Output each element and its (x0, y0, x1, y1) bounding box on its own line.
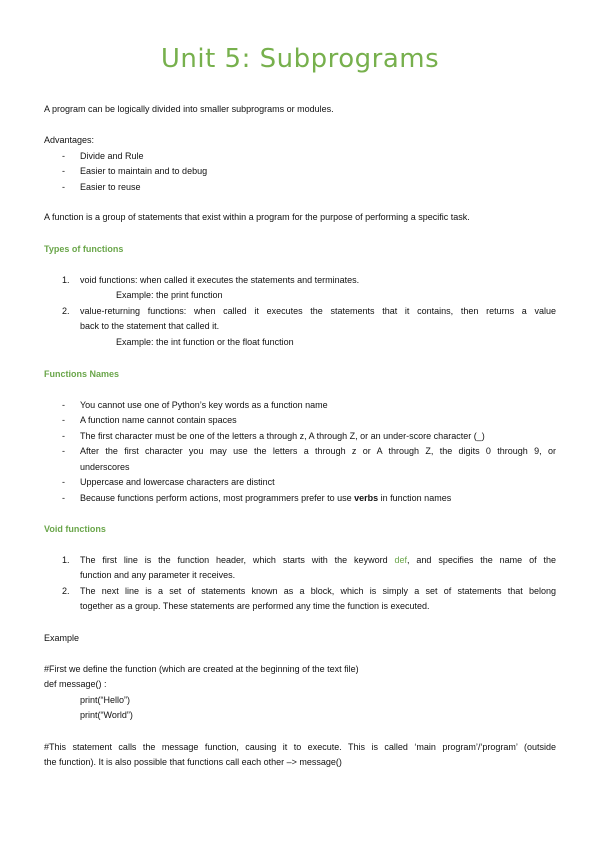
dash-bullet: - (62, 431, 65, 441)
code-comment: #First we define the function (which are created at the beginning of the text file) (44, 664, 359, 674)
intro-text: A program can be logically divided into smaller subprograms or modules. (44, 104, 334, 114)
advantages-heading: Advantages: (44, 135, 95, 145)
section-heading-types: Types of functions (44, 244, 124, 254)
name-rule: A function name cannot contain spaces (80, 415, 237, 425)
keyword-def: def (394, 555, 407, 565)
type-item-text: value-returning functions: when called it executes the statements that it contains, then returns a value (80, 306, 556, 316)
list-number: 1. (62, 555, 70, 565)
example-heading: Example (44, 633, 80, 643)
void-item-1 (80, 554, 556, 567)
call-comment: #This statement calls the message function, causing it to execute. This is called ‘main program’/‘program’ (outside (44, 742, 556, 752)
dash-bullet: - (62, 446, 65, 456)
dash-bullet: - (62, 415, 65, 425)
code-def-line: def message() : (44, 679, 107, 689)
list-number: 2. (62, 586, 70, 596)
name-rule: After the first character you may use the letters a through z or A through Z, the digits 0 through 9, or (80, 446, 556, 456)
name-rule: You cannot use one of Python’s key words as a function name (80, 400, 328, 410)
name-rule: The first character must be one of the letters a through z, A through Z, or an under-score character (_) (80, 431, 485, 441)
name-rule-cont: underscores (80, 462, 130, 472)
type-item-text: void functions: when called it executes the statements and terminates. (80, 275, 360, 285)
dash-bullet: - (62, 166, 65, 176)
void-item-1-pre: The first line is the function header, which starts with the keyword (80, 555, 395, 565)
type-item-example: Example: the print function (116, 290, 223, 300)
dash-bullet: - (62, 151, 65, 161)
type-item-example: Example: the int function or the float function (116, 337, 294, 347)
dash-bullet: - (62, 493, 65, 503)
list-number: 2. (62, 306, 70, 316)
dash-bullet: - (62, 477, 65, 487)
dash-bullet: - (62, 182, 65, 192)
advantage-item: Easier to maintain and to debug (80, 166, 208, 176)
name-rule: Uppercase and lowercase characters are distinct (80, 477, 275, 487)
name-rule (80, 492, 451, 505)
name-rule-post: in function names (378, 493, 452, 503)
name-rule-pre: Because functions perform actions, most programmers prefer to use (80, 493, 355, 503)
list-number: 1. (62, 275, 70, 285)
advantage-item: Easier to reuse (80, 182, 141, 192)
void-item-2: The next line is a set of statements known as a block, which is simply a set of statements that belong (80, 586, 556, 596)
dash-bullet: - (62, 400, 65, 410)
section-heading-void: Void functions (44, 524, 106, 534)
call-comment-cont: the function). It is also possible that functions call each other –> message() (44, 757, 342, 767)
type-item-text-cont: back to the statement that called it. (80, 321, 220, 331)
bold-verbs: verbs (354, 493, 379, 503)
void-item-1-cont: function and any parameter it receives. (80, 570, 236, 580)
void-item-1-post: , and specifies the name of the (407, 555, 557, 565)
page-title: Unit 5: Subprograms (160, 44, 440, 74)
section-heading-names: Functions Names (44, 369, 120, 379)
advantage-item: Divide and Rule (80, 151, 144, 161)
void-item-2-cont: together as a group. These statements are performed any time the function is executed. (80, 601, 430, 611)
code-print-line: print(“World”) (80, 710, 133, 720)
function-definition: A function is a group of statements that exist within a program for the purpose of performing a specific task. (44, 212, 470, 222)
code-print-line: print(“Hello”) (80, 695, 131, 705)
